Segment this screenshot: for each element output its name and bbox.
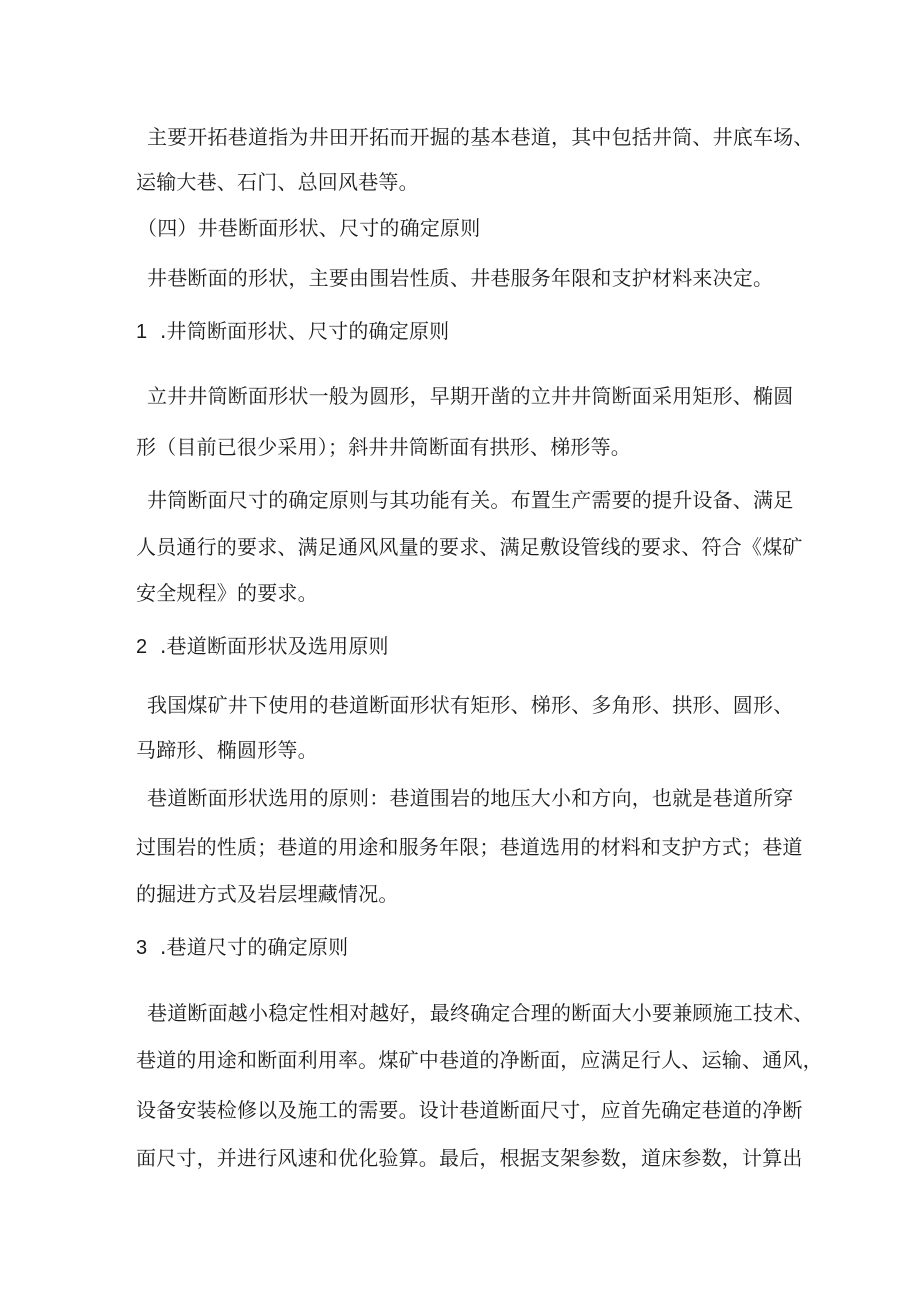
subsection-heading: [136, 633, 389, 660]
paragraph-line: 的掘进方式及岩层埋藏情况。: [136, 882, 399, 906]
paragraph-line: 我国煤矿井下使用的巷道断面形状有矩形、梯形、多角形、拱形、圆形、: [147, 693, 794, 717]
paragraph-line: 设备安装检修以及施工的需要。设计巷道断面尺寸，应首先确定巷道的净断: [136, 1098, 803, 1122]
paragraph-line: 立井井筒断面形状一般为圆形，早期开凿的立井井筒断面采用矩形、椭圆: [147, 384, 794, 408]
subsection-number: 2: [136, 636, 148, 658]
paragraph-line: 面尺寸，并进行风速和优化验算。最后，根据支架参数，道床参数，计算出: [136, 1146, 803, 1170]
paragraph-line: 主要开拓巷道指为井田开拓而开掘的基本巷道，其中包括井筒、井底车场、: [147, 125, 814, 149]
subsection-title: .巷道尺寸的确定原则: [160, 935, 349, 959]
paragraph-line: 巷道断面形状选用的原则：巷道围岩的地压大小和方向，也就是巷道所穿: [147, 786, 794, 810]
paragraph-line: 巷道断面越小稳定性相对越好，最终确定合理的断面大小要兼顾施工技术、: [147, 1001, 814, 1025]
subsection-number: 3: [136, 937, 148, 959]
paragraph-line: 井巷断面的形状，主要由围岩性质、井巷服务年限和支护材料来决定。: [147, 266, 774, 290]
paragraph-line: 巷道的用途和断面利用率。煤矿中巷道的净断面，应满足行人、运输、通风，: [136, 1048, 823, 1072]
paragraph-line: 安全规程》的要求。: [136, 581, 318, 605]
subsection-heading: [136, 318, 449, 345]
subsection-title: .井筒断面形状、尺寸的确定原则: [160, 319, 450, 343]
section-heading: （四）井巷断面形状、尺寸的确定原则: [137, 216, 481, 240]
paragraph-line: 井筒断面尺寸的确定原则与其功能有关。布置生产需要的提升设备、满足: [147, 488, 794, 512]
paragraph-line: 马蹄形、椭圆形等。: [136, 738, 318, 762]
subsection-title: .巷道断面形状及选用原则: [160, 634, 389, 658]
paragraph-line: 形（目前已很少采用）；斜井井筒断面有拱形、梯形等。: [136, 435, 631, 459]
paragraph-line: 运输大巷、石门、总回风巷等。: [136, 170, 419, 194]
paragraph-line: 过围岩的性质；巷道的用途和服务年限；巷道选用的材料和支护方式；巷道: [136, 835, 803, 859]
paragraph-line: 人员通行的要求、满足通风风量的要求、满足敷设管线的要求、符合《煤矿: [136, 535, 803, 559]
subsection-number: 1: [136, 321, 148, 343]
subsection-heading: [136, 934, 348, 961]
